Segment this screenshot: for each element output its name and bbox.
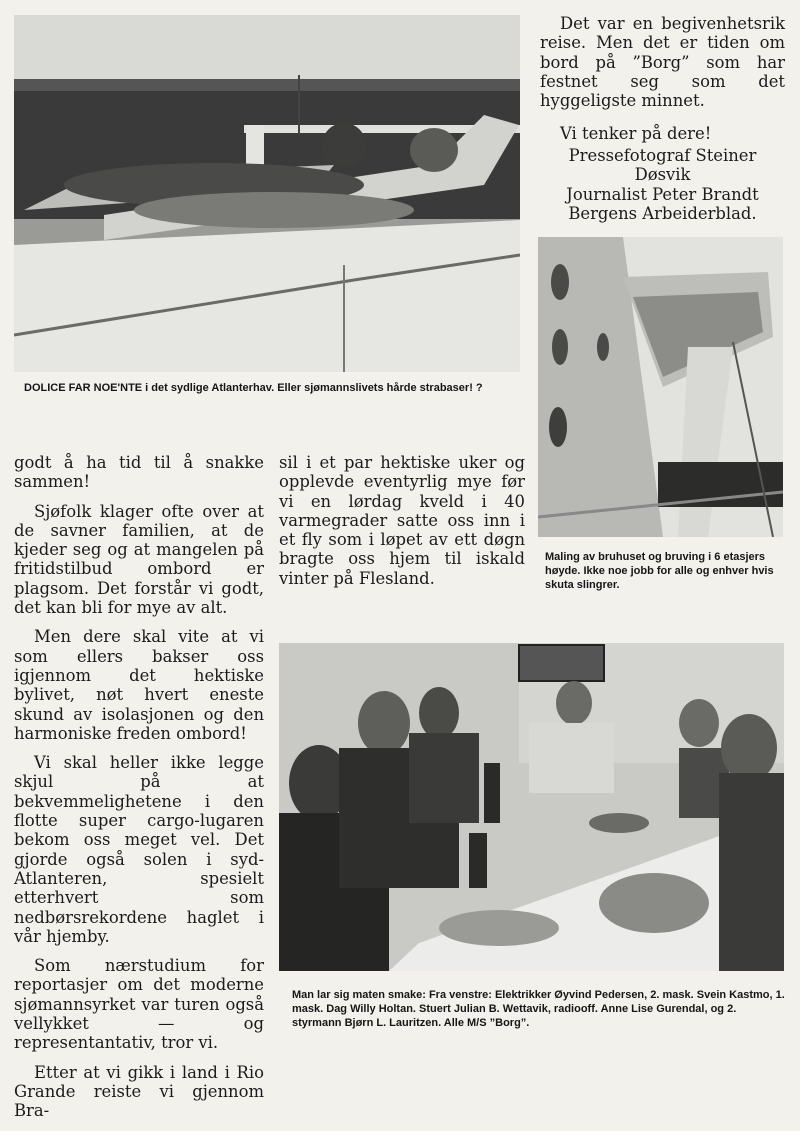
dinner-photo (279, 643, 784, 971)
paragraph: Som nærstudium for reportasjer om det moderne sjømannsyrket var turen også vellykket — og representantativ, tror vi. (14, 956, 264, 1053)
article-column-1 (14, 453, 264, 1131)
deck-photo-caption: DOLICE FAR NOE'NTE i det sydlige Atlanterhav. Eller sjømannslivets hårde strabaser! ? (24, 382, 483, 394)
bridge-photo-caption: Maling av bruhuset og bruving i 6 etasjers høyde. Ikke noe jobb for alle og enhver hvis skuta slingrer. (545, 551, 774, 591)
dinner-photo-caption: Man lar sig maten smake: Fra venstre: Elektrikker Øyvind Pedersen, 2. mask. Svein Kastmo, 1. mask. Dag Willy Holtan. Stuert Julian B. Wettavik, radiooff. Anne Lise Gurendal, og 2. styrmann Bjørn L. Lauritzen. Alle M/S ”Borg”. (292, 989, 785, 1029)
deck-photo (14, 15, 520, 372)
signature-block (540, 124, 785, 224)
signature-line: Bergens Arbeiderblad. (568, 204, 757, 224)
closing-text (540, 14, 785, 224)
greeting: Vi tenker på dere! (560, 124, 712, 144)
signature-line: Journalist Peter Brandt (566, 184, 759, 204)
article-column-2 (279, 453, 525, 598)
paragraph: Etter at vi gikk i land i Rio Grande reiste vi gjennom Bra- (14, 1062, 264, 1121)
paragraph: Sjøfolk klager ofte over at de savner familien, at de kjeder seg og at mangelen på fritidstilbud ombord er plagsom. Det forstår vi godt, det kan bli for mye av alt. (14, 501, 264, 618)
paragraph: Men dere skal vite at vi som ellers bakser oss igjennom det hektiske bylivet, nøt hvert eneste skund av isolasjonen og den harmoniske freden ombord! (14, 627, 264, 743)
paragraph: godt å ha tid til å snakke sammen! (14, 453, 264, 492)
bridge-photo (538, 237, 783, 537)
paragraph: Vi skal heller ikke legge skjul på at bekvemmelighetene i den flotte super cargo-lugaren bekom oss meget vel. Det gjorde også solen i syd-Atlanteren, spesielt etterhvert som nedbørsrekordene haglet i vår hjemby. (14, 753, 264, 946)
paragraph: sil i et par hektiske uker og opplevde eventyrlig mye før vi en lørdag kveld i 40 varmegrader satte oss inn i et fly som i løpet av ett døgn bragte oss hjem til iskald vinter på Flesland. (279, 453, 525, 588)
closing-paragraph: Det var en begivenhetsrik reise. Men det er tiden om bord på ”Borg” som har festnet seg som det hyggeligste minnet. (540, 14, 785, 111)
signature-line: Pressefotograf Steiner Døsvik (568, 145, 757, 185)
